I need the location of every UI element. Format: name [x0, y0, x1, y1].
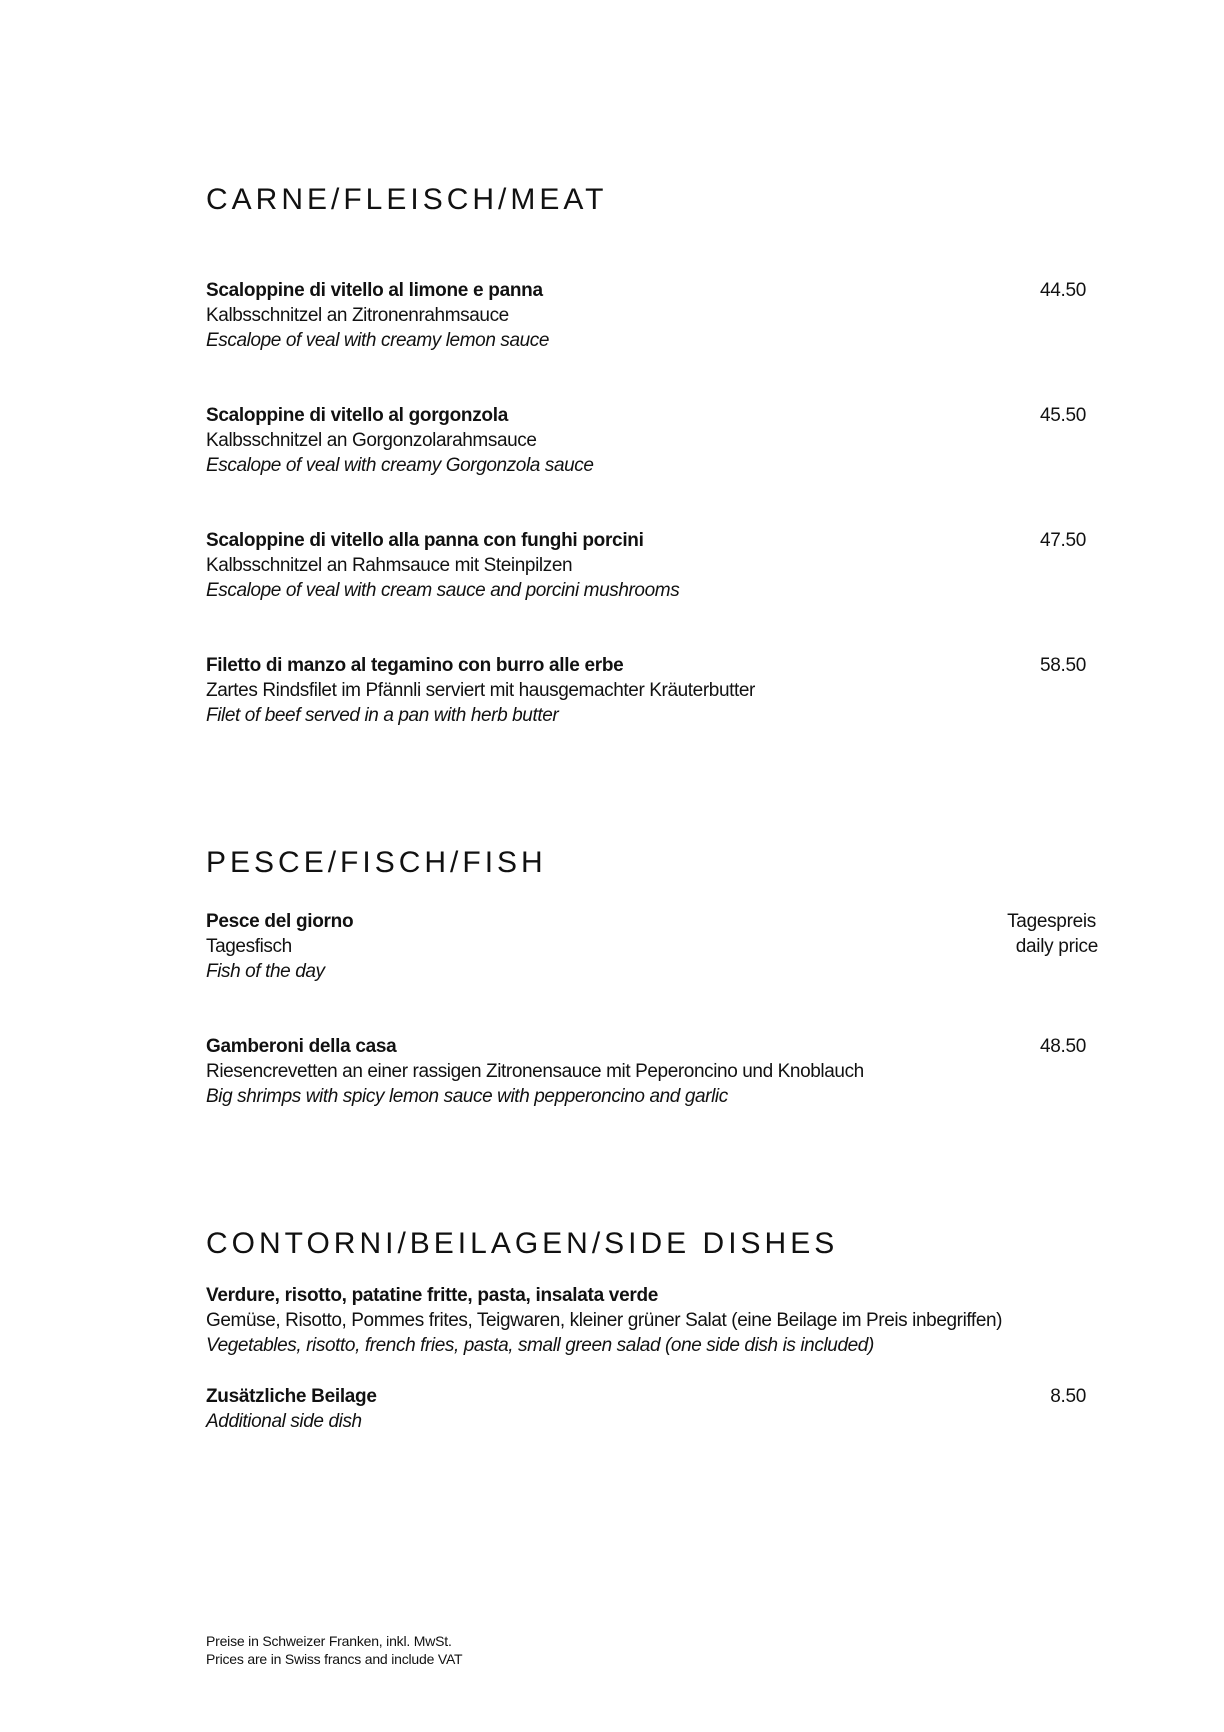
dish-price: 8.50 — [1050, 1386, 1086, 1407]
dish-description-de: Zartes Rindsfilet im Pfännli serviert mit hausgemachter Kräuterbutter — [206, 680, 755, 701]
dish-description-de: Kalbsschnitzel an Zitronenrahmsauce — [206, 305, 509, 326]
dish-description-de: Kalbsschnitzel an Rahmsauce mit Steinpilzen — [206, 555, 573, 576]
section-title-meat: CARNE/FLEISCH/MEAT — [206, 183, 608, 216]
menu-item — [206, 1034, 1086, 1109]
dish-price: 45.50 — [1039, 405, 1086, 426]
dish-price-daily — [1007, 909, 1098, 959]
dish-description-en: Escalope of veal with creamy lemon sauce — [206, 330, 550, 351]
dish-description-en: Escalope of veal with creamy Gorgonzola sauce — [206, 455, 594, 476]
dish-description-de: Tagesfisch — [206, 936, 292, 957]
dish-description-en: Vegetables, risotto, french fries, pasta, small green salad (one side dish is included) — [206, 1335, 874, 1356]
dish-name: Gamberoni della casa — [206, 1036, 397, 1057]
dish-price: 44.50 — [1039, 280, 1086, 301]
dish-description-de: Gemüse, Risotto, Pommes frites, Teigwaren, kleiner grüner Salat (eine Beilage im Preis inbegriffen) — [206, 1310, 1003, 1331]
dish-name: Zusätzliche Beilage — [206, 1386, 377, 1407]
dish-price: 47.50 — [1039, 530, 1086, 551]
menu-item — [206, 1283, 1086, 1358]
dish-name: Scaloppine di vitello alla panna con funghi porcini — [206, 530, 644, 551]
section-title-sides: CONTORNI/BEILAGEN/SIDE DISHES — [206, 1227, 839, 1260]
dish-name: Filetto di manzo al tegamino con burro alle erbe — [206, 655, 624, 676]
dish-description-en: Fish of the day — [206, 961, 325, 982]
menu-item — [206, 909, 1098, 984]
dish-name: Scaloppine di vitello al limone e panna — [206, 280, 543, 301]
dish-description-en: Filet of beef served in a pan with herb butter — [206, 705, 559, 726]
price-label-de: Tagespreis — [1007, 911, 1096, 932]
dish-description-en: Additional side dish — [206, 1411, 362, 1432]
dish-description-en: Escalope of veal with cream sauce and porcini mushrooms — [206, 580, 680, 601]
dish-name: Verdure, risotto, patatine fritte, pasta, insalata verde — [206, 1285, 659, 1306]
price-footnote — [206, 1632, 462, 1668]
dish-price: 48.50 — [1039, 1036, 1086, 1057]
menu-item — [206, 528, 1086, 603]
section-title-fish: PESCE/FISCH/FISH — [206, 846, 547, 879]
dish-name: Scaloppine di vitello al gorgonzola — [206, 405, 508, 426]
menu-item — [206, 278, 1086, 353]
footnote-de: Preise in Schweizer Franken, inkl. MwSt. — [206, 1633, 452, 1649]
price-label-en: daily price — [1015, 936, 1098, 957]
dish-name: Pesce del giorno — [206, 911, 354, 932]
dish-price: 58.50 — [1039, 655, 1086, 676]
menu-item — [206, 403, 1086, 478]
dish-description-de: Kalbsschnitzel an Gorgonzolarahmsauce — [206, 430, 537, 451]
dish-description-en: Big shrimps with spicy lemon sauce with pepperoncino and garlic — [206, 1086, 728, 1107]
dish-description-de: Riesencrevetten an einer rassigen Zitronensauce mit Peperoncino und Knoblauch — [206, 1061, 864, 1082]
menu-item — [206, 1384, 1086, 1434]
footnote-en: Prices are in Swiss francs and include VAT — [206, 1651, 463, 1667]
menu-item — [206, 653, 1086, 728]
